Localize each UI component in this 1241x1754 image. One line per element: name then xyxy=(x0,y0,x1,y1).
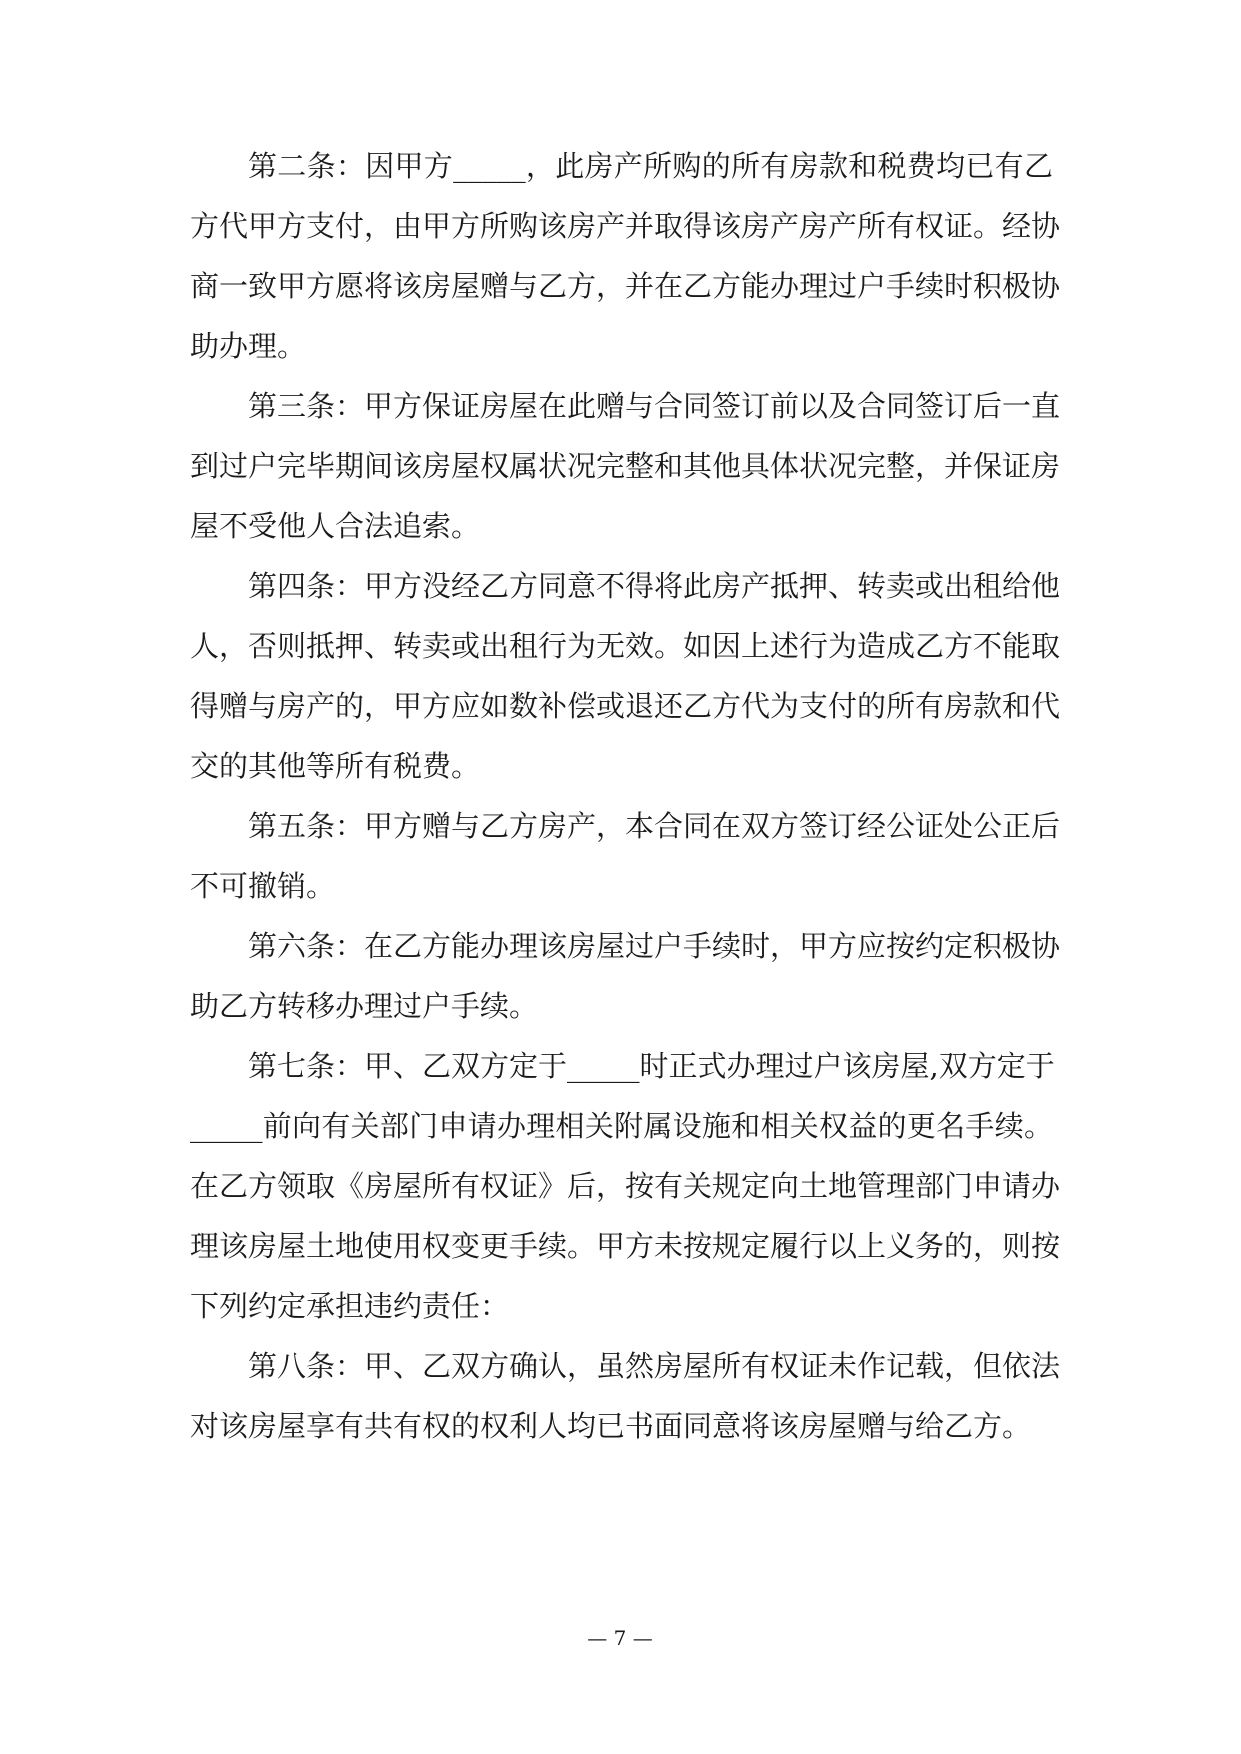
article-7-line-2: _____前向有关部门申请办理相关附属设施和相关权益的更名手续。 xyxy=(190,1109,1053,1143)
article-6-line-1: 第六条：在乙方能办理该房屋过户手续时，甲方应按约定积极协 xyxy=(248,929,1061,963)
article-5-line-2: 不可撤销。 xyxy=(190,869,336,903)
article-6-line-2: 助乙方转移办理过户手续。 xyxy=(190,989,539,1023)
article-3-line-2: 到过户完毕期间该房屋权属状况完整和其他具体状况完整，并保证房 xyxy=(190,449,1061,483)
article-2-line-3: 商一致甲方愿将该房屋赠与乙方，并在乙方能办理过户手续时积极协 xyxy=(190,269,1061,303)
article-4-line-2: 人，否则抵押、转卖或出租行为无效。如因上述行为造成乙方不能取 xyxy=(190,629,1061,663)
article-2-line-1: 第二条：因甲方_____，此房产所购的所有房款和税费均已有乙 xyxy=(248,149,1053,183)
article-7-line-4: 理该房屋土地使用权变更手续。甲方未按规定履行以上义务的，则按 xyxy=(190,1229,1061,1263)
article-4-line-4: 交的其他等所有税费。 xyxy=(190,749,481,783)
article-2-line-2: 方代甲方支付，由甲方所购该房产并取得该房产房产所有权证。经协 xyxy=(190,209,1061,243)
article-3-line-1: 第三条：甲方保证房屋在此赠与合同签订前以及合同签订后一直 xyxy=(248,389,1061,423)
page-number: — 7 — xyxy=(587,1626,653,1650)
article-3-line-3: 屋不受他人合法追索。 xyxy=(190,509,481,543)
article-7-line-5: 下列约定承担违约责任： xyxy=(190,1289,510,1323)
article-7-line-1: 第七条：甲、乙双方定于_____时正式办理过户该房屋,双方定于 xyxy=(248,1049,1055,1083)
article-2-line-4: 助办理。 xyxy=(190,329,307,363)
article-4-line-1: 第四条：甲方没经乙方同意不得将此房产抵押、转卖或出租给他 xyxy=(248,569,1061,603)
article-7-line-3: 在乙方领取《房屋所有权证》后，按有关规定向土地管理部门申请办 xyxy=(190,1169,1061,1203)
article-5-line-1: 第五条：甲方赠与乙方房产，本合同在双方签订经公证处公正后 xyxy=(248,809,1061,843)
article-4-line-3: 得赠与房产的，甲方应如数补偿或退还乙方代为支付的所有房款和代 xyxy=(190,689,1061,723)
article-8-line-1: 第八条：甲、乙双方确认，虽然房屋所有权证未作记载，但依法 xyxy=(248,1349,1061,1383)
article-8-line-2: 对该房屋享有共有权的权利人均已书面同意将该房屋赠与给乙方。 xyxy=(190,1409,1032,1443)
